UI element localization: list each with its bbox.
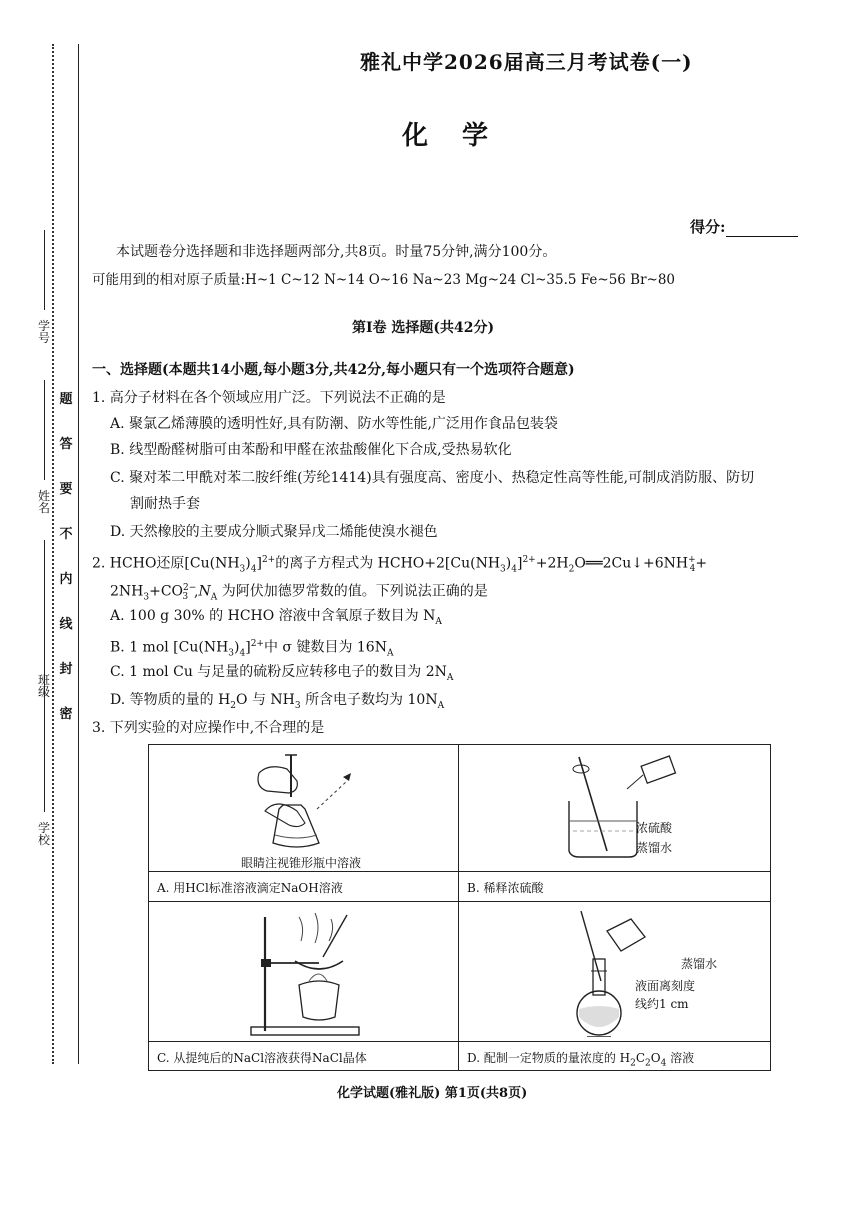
mark-distance-label: 液面离刻度 bbox=[635, 979, 696, 993]
option-c-caption: C. 从提纯后的NaCl溶液获得NaCl晶体 bbox=[157, 1051, 367, 1065]
subject-title: 化学 bbox=[402, 121, 523, 151]
exam-title: 雅礼中学2026届高三月考试卷(一) bbox=[360, 50, 693, 74]
class-label: 班 级 bbox=[37, 673, 50, 699]
name-blank bbox=[44, 380, 45, 480]
score-field bbox=[690, 216, 798, 237]
intro-line-1: 本试题卷分选择题和非选择题两部分,共8页。时量75分钟,满分100分。 bbox=[116, 244, 557, 260]
distilled-water-label: 蒸馏水 bbox=[681, 957, 718, 971]
dotted-cut-line bbox=[52, 44, 54, 1064]
acid-label: 浓硫酸 bbox=[636, 821, 673, 835]
q1-option-a: A. 聚氯乙烯薄膜的透明性好,具有防潮、防水等性能,广泛用作食品包装袋 bbox=[110, 416, 558, 432]
experiment-table bbox=[148, 744, 771, 1071]
option-b-caption: B. 稀释浓硫酸 bbox=[467, 881, 544, 895]
option-d-caption: D. 配制一定物质的量浓度的 $H_2C_2O_4$ 溶液 bbox=[467, 1051, 695, 1069]
q1-option-c: C. 聚对苯二甲酰对苯二胺纤维(芳纶1414)具有强度高、密度小、热稳定性高等性能,可制成消防服、防切 bbox=[110, 470, 755, 486]
part-title: 第Ⅰ卷 选择题(共42分) bbox=[352, 320, 495, 336]
q2-option-a: A. 100 g 30% 的 HCHO 溶液中含氧原子数目为 $N_A$ bbox=[110, 608, 442, 627]
q2-option-b: B. 1 mol $[Cu(NH_3)_4]^{2+}$中 σ 键数目为 $16N_A$ bbox=[110, 639, 394, 659]
seal-warning: 题 答 要 不 内 线 封 密 bbox=[59, 392, 73, 722]
q1-option-d: D. 天然橡胶的主要成分顺式聚异戊二烯能使溴水褪色 bbox=[110, 524, 438, 540]
q2-option-c: C. 1 mol Cu 与足量的硫粉反应转移电子的数目为 $2N_A$ bbox=[110, 664, 454, 683]
q3-stem: 3. 下列实验的对应操作中,不合理的是 bbox=[92, 720, 325, 736]
school-label: 学 校 bbox=[37, 821, 50, 847]
score-label: 得分: bbox=[690, 218, 726, 236]
titration-note: 眼睛注视锥形瓶中溶液 bbox=[241, 856, 362, 870]
option-a-caption: A. 用HCl标准溶液滴定NaOH溶液 bbox=[157, 881, 343, 895]
mark-distance-label-cont: 线约1 cm bbox=[635, 997, 689, 1011]
class-blank bbox=[44, 540, 45, 660]
q1-option-b: B. 线型酚醛树脂可由苯酚和甲醛在浓盐酸催化下合成,受热易软化 bbox=[110, 442, 512, 458]
water-label: 蒸馏水 bbox=[636, 841, 673, 855]
id-label: 学 号 bbox=[37, 319, 50, 345]
page-footer: 化学试题(雅礼版) 第1页(共8页) bbox=[337, 1086, 528, 1101]
q2-stem: 2. HCHO还原$[Cu(NH_3)_4]^{2+}$的离子方程式为 $HCHO+2[Cu(NH_3)_4]^{2+}+2H_2O══2Cu↓+6NH^+_4+$ bbox=[92, 555, 708, 575]
id-blank bbox=[44, 230, 45, 310]
q1-option-c-cont: 割耐热手套 bbox=[130, 496, 200, 512]
q2-option-d: D. 等物质的量的 $H_2O$ 与 $NH_3$ 所含电子数均为 $10N_A$ bbox=[110, 692, 445, 711]
name-label: 姓 名 bbox=[37, 489, 50, 515]
intro-line-2: 可能用到的相对原子质量:H~1 C~12 N~14 O~16 Na~23 Mg~24 Cl~35.5 Fe~56 Br~80 bbox=[92, 272, 676, 288]
evaporation-illustration bbox=[249, 907, 369, 1037]
seal-border-line bbox=[78, 44, 79, 1064]
titration-illustration bbox=[239, 751, 369, 855]
q2-stem-cont: $2NH_3+CO^{2-}_3$ $,N_A$ 为阿伏加德罗常数的值。下列说法正确的是 bbox=[110, 583, 488, 603]
q1-stem: 1. 高分子材料在各个领域应用广泛。下列说法不正确的是 bbox=[92, 390, 446, 406]
volumetric-flask-illustration bbox=[561, 911, 661, 1037]
section-heading: 一、选择题(本题共14小题,每小题3分,共42分,每小题只有一个选项符合题意) bbox=[92, 362, 575, 378]
score-blank bbox=[726, 223, 798, 237]
